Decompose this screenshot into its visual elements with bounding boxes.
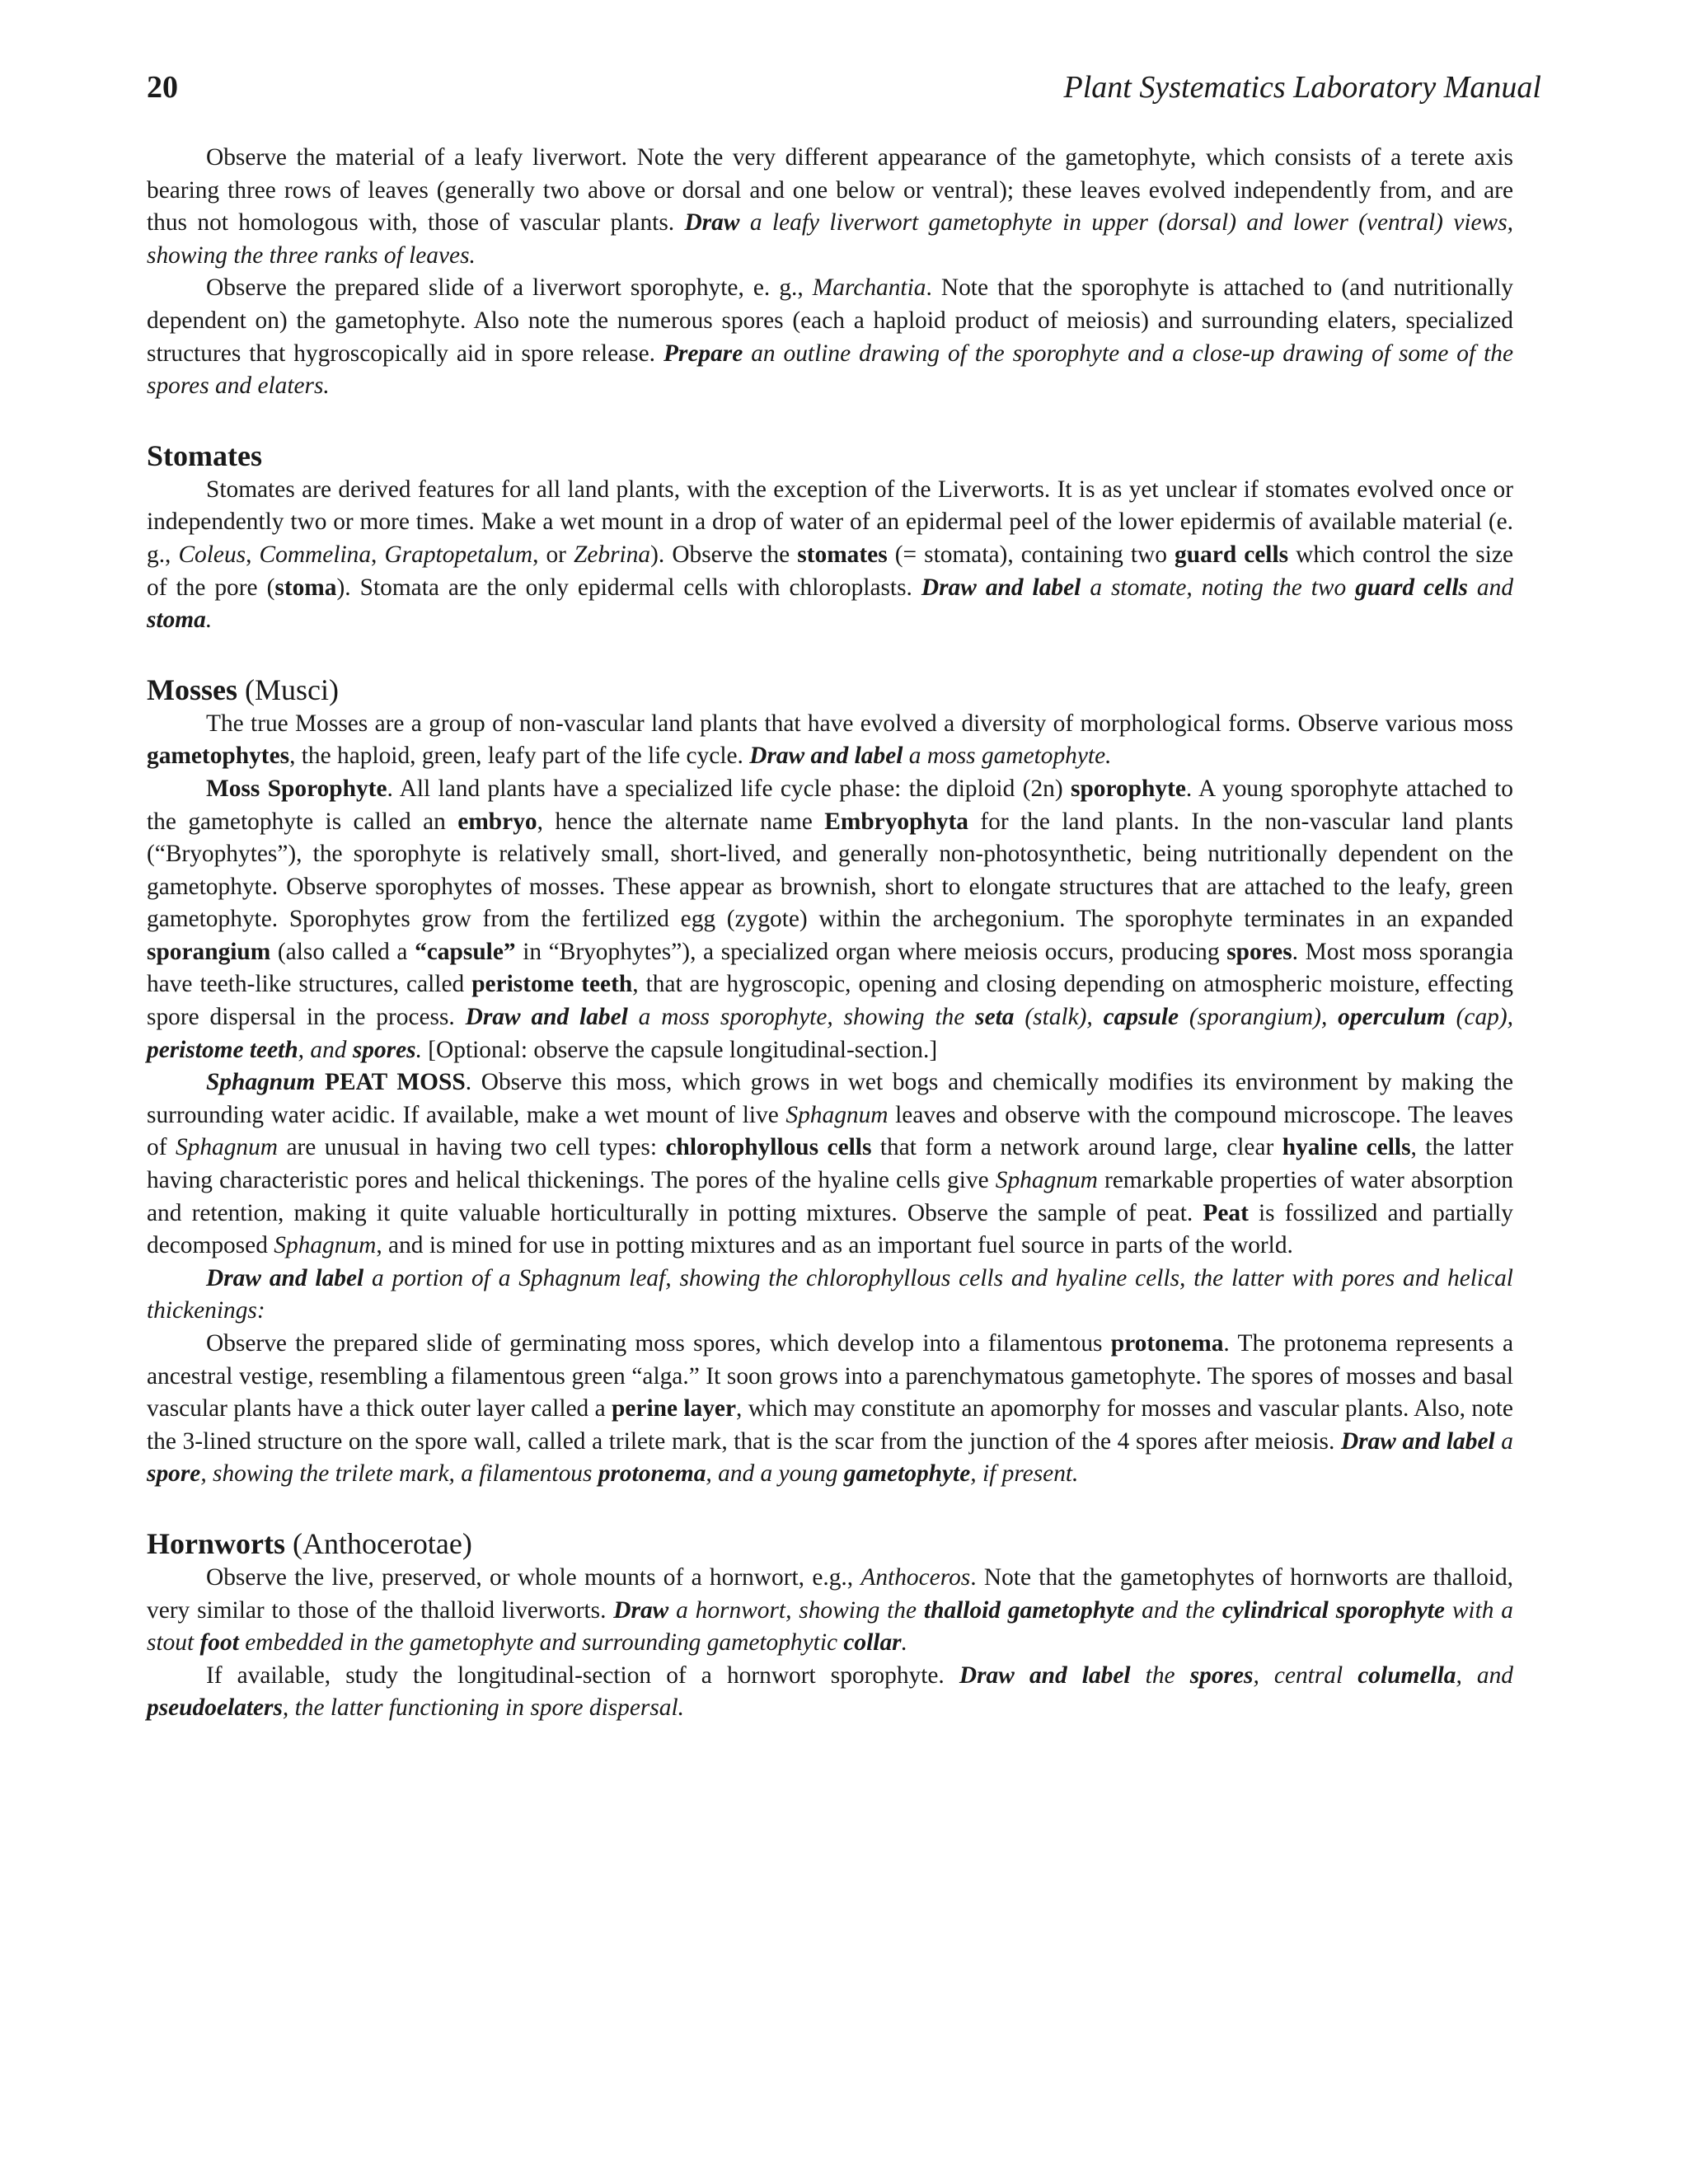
text-run: a hornwort, showing the [668,1596,924,1624]
text-run: peristome teeth [147,1036,298,1063]
text-run: . Observe this moss, which grows in wet bogs and chemically modifies its environment by making the surrounding water acidic. If available, make a wet mount of live [147,1069,1513,1128]
text-run: Prepare [663,340,743,367]
paragraph [147,1562,1513,1660]
text-run: Draw [613,1596,669,1624]
text-run: (also called a [270,938,415,965]
text-run: , the haploid, green, leafy part of the life cycle. [289,743,750,770]
text-run: a [1494,1427,1513,1455]
text-run: in “Bryophytes”), a specialized organ where meiosis occurs, producing [515,938,1227,965]
text-run: capsule [1103,1004,1179,1031]
text-run: a leafy liverwort gametophyte in upper (dorsal) and lower (ventral) views, showing the three ranks of leaves. [147,209,1513,269]
text-run: Draw and label [206,1264,364,1291]
text-run: , showing the trilete mark, a filamentous [200,1460,598,1488]
paragraph [147,272,1513,402]
text-run: which control the size of the pore ( [147,541,1513,601]
section-heading [147,438,1513,474]
text-run: gametophytes [147,743,290,770]
text-run: Sphagnum [785,1101,889,1128]
text-run: (cap), [1445,1004,1513,1031]
text-run: the [1130,1661,1190,1689]
text-run: embedded in the gametophyte and surrounding gametophytic [238,1629,844,1657]
text-run: protonema [598,1460,706,1488]
paragraph [147,474,1513,637]
page-header [147,69,1541,119]
text-run: ). Observe the [650,541,798,568]
text-run: Coleus [178,541,246,568]
text-run: “capsule” [415,938,516,965]
text-run: , [246,541,260,568]
text-run: a moss sporophyte, showing the [627,1004,976,1031]
page-number: 20 [147,70,178,105]
text-run: (stalk), [1014,1004,1104,1031]
text-run: Moss Sporophyte [206,775,387,802]
text-run: stoma [147,607,206,634]
text-run: a moss gametophyte. [903,743,1112,770]
text-run: stoma [274,574,337,601]
text-run: . Note that the gametophytes of hornworts are thalloid, very similar to those of the thalloid liverworts. [147,1563,1513,1624]
text-run: Draw and label [921,574,1081,601]
text-run: . [901,1629,907,1657]
text-run: embryo [457,808,537,835]
text-run: spores [1189,1661,1254,1689]
text-run: Embryophyta [824,808,968,835]
text-run: , if present. [970,1460,1079,1488]
text-run: are unusual in having two cell types: [278,1134,666,1161]
text-run: (= stomata), containing two [887,541,1175,568]
text-run: The true Mosses are a group of non-vascular land plants that have evolved a diversity of morphological forms. Observe various moss [206,710,1513,737]
text-run: Draw [684,209,740,237]
running-title: Plant Systematics Laboratory Manual [1063,70,1541,105]
text-run: pseudoelaters [147,1694,283,1722]
text-run: , the latter functioning in spore dispersal. [282,1694,685,1722]
text-run: spore [147,1460,201,1488]
text-run: (sporangium), [1179,1004,1339,1031]
text-run: Zebrina [574,541,651,568]
text-run: gametophyte [843,1460,971,1488]
section-heading [147,672,1513,708]
paragraph [147,1660,1513,1725]
paragraph [147,1263,1513,1328]
text-run: a stomate, noting the two [1081,574,1356,601]
text-run: , central [1253,1661,1358,1689]
text-run: spores [352,1036,416,1063]
text-run: If available, study the longitudinal-section of a hornwort sporophyte. [206,1661,959,1689]
text-run: Anthoceros [860,1563,971,1591]
section-title: Mosses [147,673,237,706]
text-run: Peat [1203,1199,1249,1226]
text-run: peristome teeth [471,971,633,998]
text-run: foot [199,1629,239,1657]
text-run: guard cells [1175,541,1289,568]
text-run: operculum [1338,1004,1446,1031]
text-run: protonema [1110,1330,1224,1357]
text-run: Draw and label [959,1661,1131,1689]
section-title: Hornworts [147,1526,285,1560]
text-run: . A young sporophyte attached to the gametophyte is called an [147,775,1513,835]
paragraph [147,142,1513,272]
text-run: ). Stomata are the only epidermal cells with chloroplasts. [336,574,921,601]
text-run: a portion of a Sphagnum leaf, showing the chlorophyllous cells and hyaline cells, the latter with pores and helical thickenings: [147,1264,1513,1324]
text-run: , or [532,541,574,568]
text-run: , hence the alternate name [537,808,825,835]
text-run: Observe the prepared slide of a liverwort sporophyte, e. g., [206,274,813,302]
text-run: cylindrical sporophyte [1221,1596,1445,1624]
text-run: stomates [797,541,888,568]
text-run: spores [1226,938,1292,965]
text-run: an outline drawing of the sporophyte and a close-up drawing of some of the spores and elaters. [147,340,1513,400]
text-run: columella [1357,1661,1456,1689]
text-run: Commelina [259,541,372,568]
text-run: and [1467,574,1514,601]
text-run: leaves and observe with the compound microscope. The leaves of [147,1101,1513,1161]
text-run: . All land plants have a specialized life cycle phase: the diploid (2n) [387,775,1071,802]
text-run: collar [843,1629,902,1657]
text-run: guard cells [1355,574,1468,601]
paragraph [147,773,1513,1066]
text-run: Stomates are derived features for all land plants, with the exception of the Liverworts. It is as yet unclear if stomates evolved once or independently two or more times. Make a wet mount in a drop of water of an epidermal peel of the lower epidermis of available material (e. g., [147,476,1513,568]
section-subtitle: (Musci) [237,673,339,706]
text-run: is fossilized and partially decomposed [147,1199,1513,1259]
text-run: perine layer [612,1395,737,1422]
text-run: [Optional: observe the capsule longitudinal-section.] [421,1036,938,1063]
text-run: , [371,541,385,568]
text-run: Marchantia [812,274,926,302]
text-run: chlorophyllous cells [665,1134,872,1161]
text-run: Sphagnum [206,1069,316,1096]
paragraph [147,708,1513,773]
text-run: Sphagnum [175,1134,279,1161]
text-run: with a stout [147,1596,1514,1657]
text-run: seta [975,1004,1015,1031]
text-run: , which may constitute an apomorphy for mosses and vascular plants. Also, note the 3-lined structure on the spore wall, called a trilete mark, that is the scar from the junction of the 4 spores after meiosis. [147,1395,1513,1455]
section-heading [147,1526,1513,1562]
text-run: Draw and label [465,1004,628,1031]
text-run: , and [1456,1661,1513,1689]
text-run: . [205,607,213,634]
text-run: Draw and label [1340,1427,1495,1455]
section-title: Stomates [147,438,262,472]
text-run: . The protonema represents a ancestral vestige, resembling a filamentous green “alga.” It soon grows into a parenchymatous gametophyte. The spores of mosses and basal vascular plants have a thick outer layer called a [147,1330,1513,1422]
text-run: , the latter having characteristic pores and helical thickenings. The pores of the hyaline cells give [147,1134,1514,1194]
text-run: sporophyte [1071,775,1186,802]
text-run: . Most moss sporangia have teeth-like structures, called [147,938,1514,998]
text-run: Observe the material of a leafy liverwort. Note the very different appearance of the gametophyte, which consists of a terete axis bearing three rows of leaves (generally two above or dorsal and one below or ventral); these leaves evolved independently from, and are thus not homologous with, those of vascular plants. [147,144,1513,237]
text-run: , that are hygroscopic, opening and closing depending on atmospheric moisture, effecting spore dispersal in the process. [147,971,1513,1031]
text-run: , and a young [706,1460,844,1488]
body-text [147,142,1513,1725]
text-run: Observe the live, preserved, or whole mounts of a hornwort, e.g., [206,1563,861,1591]
text-run: . Note that the sporophyte is attached to (and nutritionally dependent on) the gametophyte. Also note the numerous spores (each a haploid product of meiosis) and surrounding elaters, specialized structures that hygroscopically aid in spore release. [147,274,1513,367]
text-run: Draw and label [749,743,903,770]
text-run: that form a network around large, clear [871,1134,1282,1161]
text-run: sporangium [147,938,271,965]
paragraph [147,1328,1513,1491]
text-run: thalloid gametophyte [923,1596,1135,1624]
text-run: hyaline cells [1282,1134,1411,1161]
text-run: Sphagnum [995,1167,1098,1194]
text-run: remarkable properties of water absorption and retention, making it quite valuable horticulturally in potting mixtures. Observe the sample of peat. [147,1167,1513,1226]
text-run: for the land plants. In the non-vascular land plants (“Bryophytes”), the sporophyte is relatively small, short-lived, and generally non-photosynthetic, being nutritionally dependent on the gametophyte. Observe sporophytes of mosses. These appear as brownish, short to elongate structures that are attached to the leafy, green gametophyte. Sporophytes grow from the fertilized egg (zygote) within the archegonium. The sporophyte terminates in an expanded [147,808,1513,933]
text-run: , and [298,1036,353,1063]
text-run: Observe the prepared slide of germinating moss spores, which develop into a filamentous [206,1330,1111,1357]
section-subtitle: (Anthocerotae) [284,1526,472,1560]
text-run: . [415,1036,422,1063]
text-run: Graptopetalum [384,541,533,568]
text-run: and the [1134,1596,1222,1624]
text-run: Sphagnum [274,1232,377,1259]
text-run: PEAT MOSS [315,1069,466,1096]
text-run: , and is mined for use in potting mixtures and as an important fuel source in parts of the world. [376,1232,1293,1259]
paragraph [147,1066,1513,1263]
